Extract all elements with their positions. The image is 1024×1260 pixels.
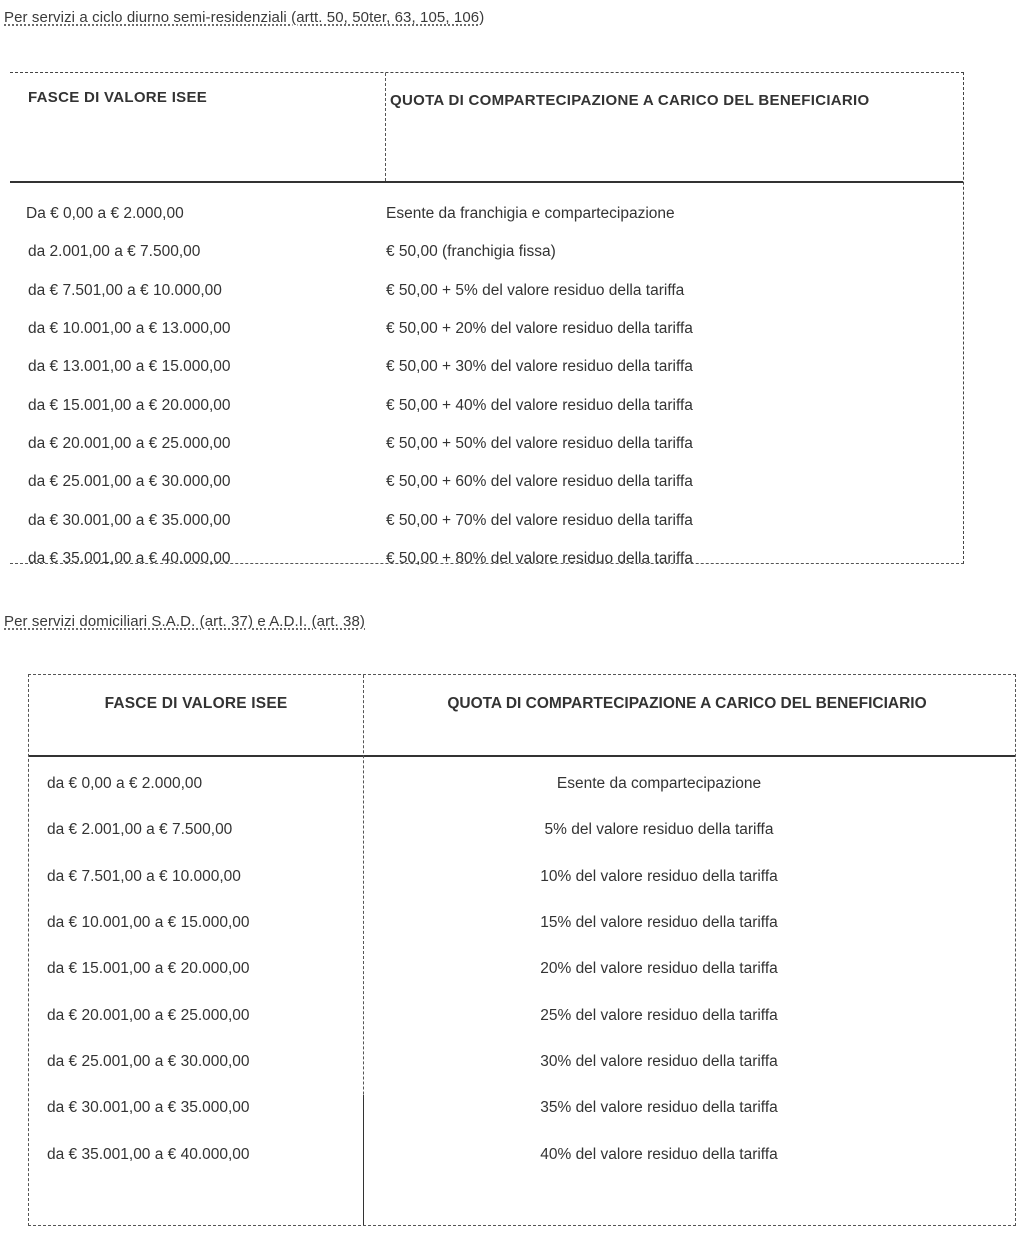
table-row [10,463,963,501]
contribution-quota-cell: 30% del valore residuo della tariffa [540,1052,778,1070]
section-caption-home-services: Per servizi domiciliari S.A.D. (art. 37) e A.D.I. (art. 38) [4,613,365,630]
contribution-quota-cell: € 50,00 + 30% del valore residuo della tariffa [386,358,693,376]
table-row [29,1039,1015,1085]
isee-range-cell: da 2.001,00 a € 7.500,00 [28,243,201,261]
table-row [29,807,1015,853]
contribution-quota-cell: € 50,00 + 5% del valore residuo della tariffa [386,281,685,299]
table-row [10,348,963,386]
table-row [29,992,1015,1038]
contribution-quota-cell: € 50,00 + 70% del valore residuo della tariffa [386,511,693,529]
table-row [10,310,963,348]
contribution-quota-cell: 20% del valore residuo della tariffa [540,960,778,978]
table-body [10,195,963,578]
contribution-quota-cell: 15% del valore residuo della tariffa [540,914,778,932]
section-caption-semi-residential: Per servizi a ciclo diurno semi-residenziali (artt. 50, 50ter, 63, 105, 106) [4,9,485,26]
table-header [10,73,963,183]
column-divider [385,73,386,181]
home-services-fee-table [28,674,1016,1226]
contribution-quota-cell: € 50,00 (franchigia fissa) [386,243,556,261]
isee-range-cell: da € 10.001,00 a € 13.000,00 [28,320,231,338]
table-row [29,1085,1015,1131]
header-contribution-quota: QUOTA DI COMPARTECIPAZIONE A CARICO DEL BENEFICIARIO [447,695,927,712]
table-row [29,761,1015,807]
contribution-quota-cell: 10% del valore residuo della tariffa [540,867,778,885]
contribution-quota-cell: Esente da franchigia e compartecipazione [386,205,675,223]
contribution-quota-cell: 40% del valore residuo della tariffa [540,1145,778,1163]
isee-range-cell: da € 10.001,00 a € 15.000,00 [47,914,250,932]
table-row [10,386,963,424]
isee-range-cell: da € 15.001,00 a € 20.000,00 [47,960,250,978]
isee-range-cell: da € 30.001,00 a € 35.000,00 [47,1099,250,1117]
table-row [10,425,963,463]
table-row [29,946,1015,992]
table-row [10,540,963,578]
isee-range-cell: da € 7.501,00 a € 10.000,00 [28,281,222,299]
contribution-quota-cell: € 50,00 + 50% del valore residuo della tariffa [386,434,693,452]
table-row [10,272,963,310]
contribution-quota-cell: 35% del valore residuo della tariffa [540,1099,778,1117]
isee-range-cell: da € 35.001,00 a € 40.000,00 [47,1145,250,1163]
header-isee-bands: FASCE DI VALORE ISEE [28,89,208,106]
header-isee-bands: FASCE DI VALORE ISEE [104,695,288,712]
isee-range-cell: da € 7.501,00 a € 10.000,00 [47,867,241,885]
table-row [29,900,1015,946]
semi-residential-fee-table [10,72,964,567]
contribution-quota-cell: € 50,00 + 80% del valore residuo della tariffa [386,549,693,567]
contribution-quota-cell: 5% del valore residuo della tariffa [544,821,774,839]
isee-range-cell: da € 0,00 a € 2.000,00 [47,775,203,793]
isee-range-cell: da € 35.001,00 a € 40.000,00 [28,549,231,567]
table-body [29,761,1015,1178]
isee-range-cell: da € 13.001,00 a € 15.000,00 [28,358,231,376]
table-row [10,195,963,233]
header-contribution-quota: QUOTA DI COMPARTECIPAZIONE A CARICO DEL BENEFICIARIO [390,92,870,109]
contribution-quota-cell: € 50,00 + 60% del valore residuo della tariffa [386,473,693,491]
isee-range-cell: da € 25.001,00 a € 30.000,00 [47,1052,250,1070]
isee-range-cell: da € 20.001,00 a € 25.000,00 [28,434,231,452]
contribution-quota-cell: Esente da compartecipazione [556,775,762,793]
isee-range-cell: da € 20.001,00 a € 25.000,00 [47,1006,250,1024]
contribution-quota-cell: 25% del valore residuo della tariffa [540,1006,778,1024]
table-header [29,675,1015,757]
table-row [10,233,963,271]
table-row [29,1131,1015,1177]
contribution-quota-cell: € 50,00 + 20% del valore residuo della tariffa [386,320,693,338]
isee-range-cell: da € 15.001,00 a € 20.000,00 [28,396,231,414]
table-row [29,854,1015,900]
isee-range-cell: da € 2.001,00 a € 7.500,00 [47,821,233,839]
isee-range-cell: Da € 0,00 a € 2.000,00 [26,205,184,223]
contribution-quota-cell: € 50,00 + 40% del valore residuo della tariffa [386,396,693,414]
table-row [10,501,963,539]
isee-range-cell: da € 30.001,00 a € 35.000,00 [28,511,231,529]
isee-range-cell: da € 25.001,00 a € 30.000,00 [28,473,231,491]
